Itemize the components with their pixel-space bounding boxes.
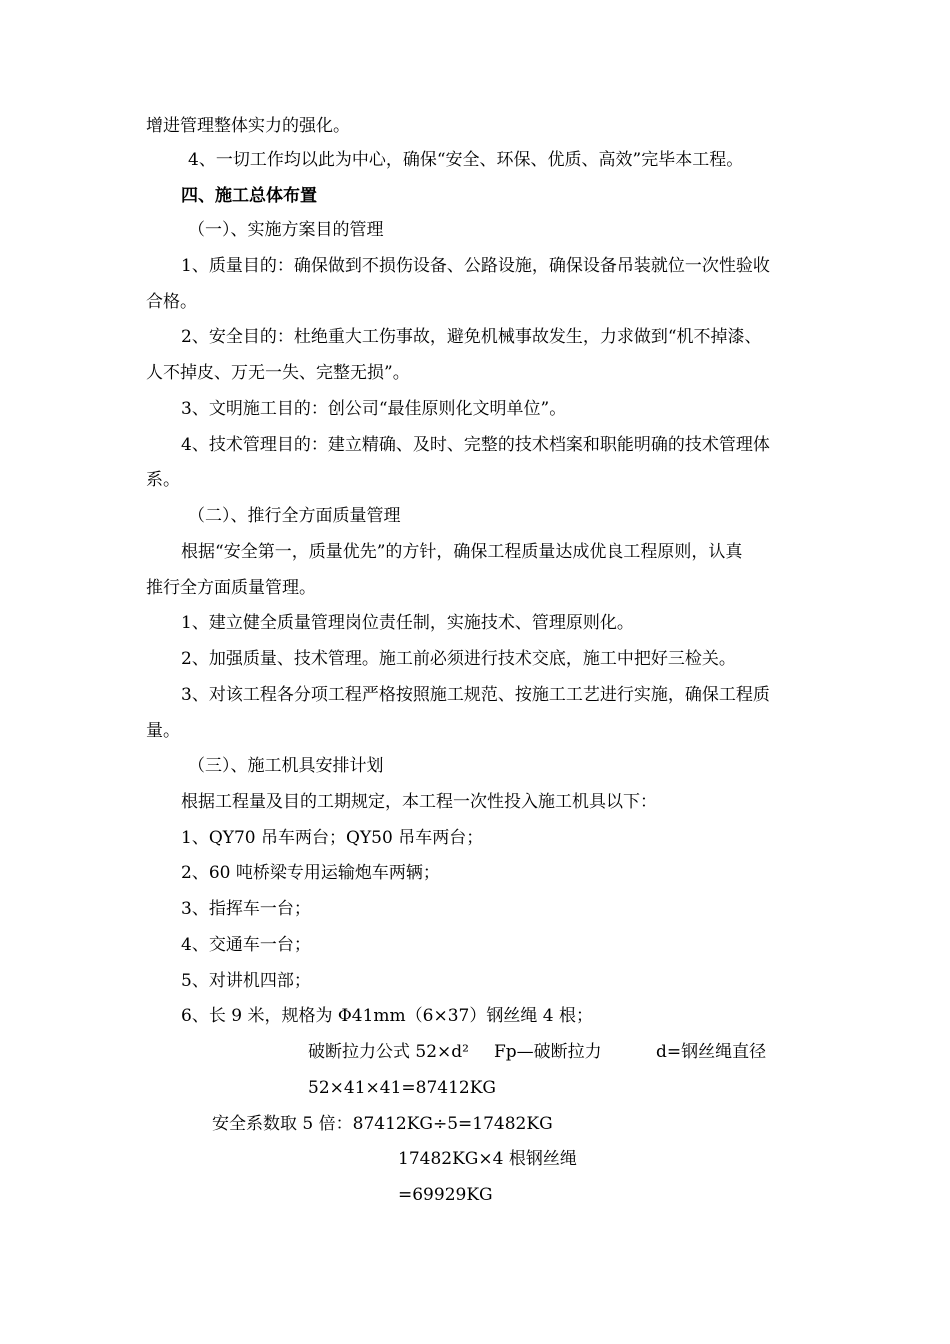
paragraph-line: 1、建立健全质量管理岗位责任制，实施技术、管理原则化。 — [181, 613, 634, 633]
paragraph-line: 增进管理整体实力的强化。 — [146, 116, 350, 136]
formula-text: Fp—破断拉力 — [494, 1042, 602, 1062]
subsection-heading: （二）、推行全方面质量管理 — [188, 506, 401, 526]
paragraph-line: 量。 — [146, 721, 180, 741]
paragraph-line: 2、安全目的：杜绝重大工伤事故，避免机械事故发生，力求做到“机不掉漆、 — [181, 327, 762, 347]
formula-text: 破断拉力公式 52×d² — [308, 1042, 469, 1062]
subsection-heading: （一）、实施方案目的管理 — [188, 220, 384, 240]
paragraph-line: 1、质量目的：确保做到不损伤设备、公路设施，确保设备吊装就位一次性验收 — [181, 256, 770, 276]
paragraph-line: 4、一切工作均以此为中心，确保“安全、环保、优质、高效”完毕本工程。 — [188, 150, 744, 170]
formula-text: =69929KG — [398, 1185, 493, 1205]
subsection-heading: （三）、施工机具安排计划 — [188, 756, 384, 776]
formula-text: 17482KG×4 根钢丝绳 — [398, 1149, 577, 1169]
paragraph-line: 人不掉皮、万无一失、完整无损”。 — [146, 363, 410, 383]
formula-text: 52×41×41=87412KG — [308, 1078, 496, 1098]
paragraph-line: 4、技术管理目的：建立精确、及时、完整的技术档案和职能明确的技术管理体 — [181, 435, 770, 455]
paragraph-line: 3、文明施工目的：创公司“最佳原则化文明单位”。 — [181, 399, 567, 419]
paragraph-line: 2、加强质量、技术管理。施工前必须进行技术交底，施工中把好三检关。 — [181, 649, 736, 669]
paragraph-line: 根据工程量及目的工期规定，本工程一次性投入施工机具以下： — [181, 792, 657, 812]
paragraph-line: 3、对该工程各分项工程严格按照施工规范、按施工工艺进行实施，确保工程质 — [181, 685, 770, 705]
list-item: 2、60 吨桥梁专用运输炮车两辆； — [181, 863, 440, 883]
list-item: 3、指挥车一台； — [181, 899, 311, 919]
formula-text: d=钢丝绳直径 — [656, 1042, 767, 1062]
paragraph-line: 推行全方面质量管理。 — [146, 578, 316, 598]
list-item: 6、长 9 米，规格为 Φ41mm（6×37）钢丝绳 4 根； — [181, 1006, 593, 1026]
section-heading: 四、施工总体布置 — [181, 186, 317, 206]
list-item: 4、交通车一台； — [181, 935, 311, 955]
paragraph-line: 系。 — [146, 470, 180, 490]
paragraph-line: 合格。 — [146, 292, 197, 312]
formula-text: 安全系数取 5 倍：87412KG÷5=17482KG — [212, 1114, 553, 1134]
list-item: 1、QY70 吊车两台；QY50 吊车两台； — [181, 828, 484, 848]
list-item: 5、对讲机四部； — [181, 971, 311, 991]
paragraph-line: 根据“安全第一，质量优先”的方针，确保工程质量达成优良工程原则，认真 — [181, 542, 743, 562]
